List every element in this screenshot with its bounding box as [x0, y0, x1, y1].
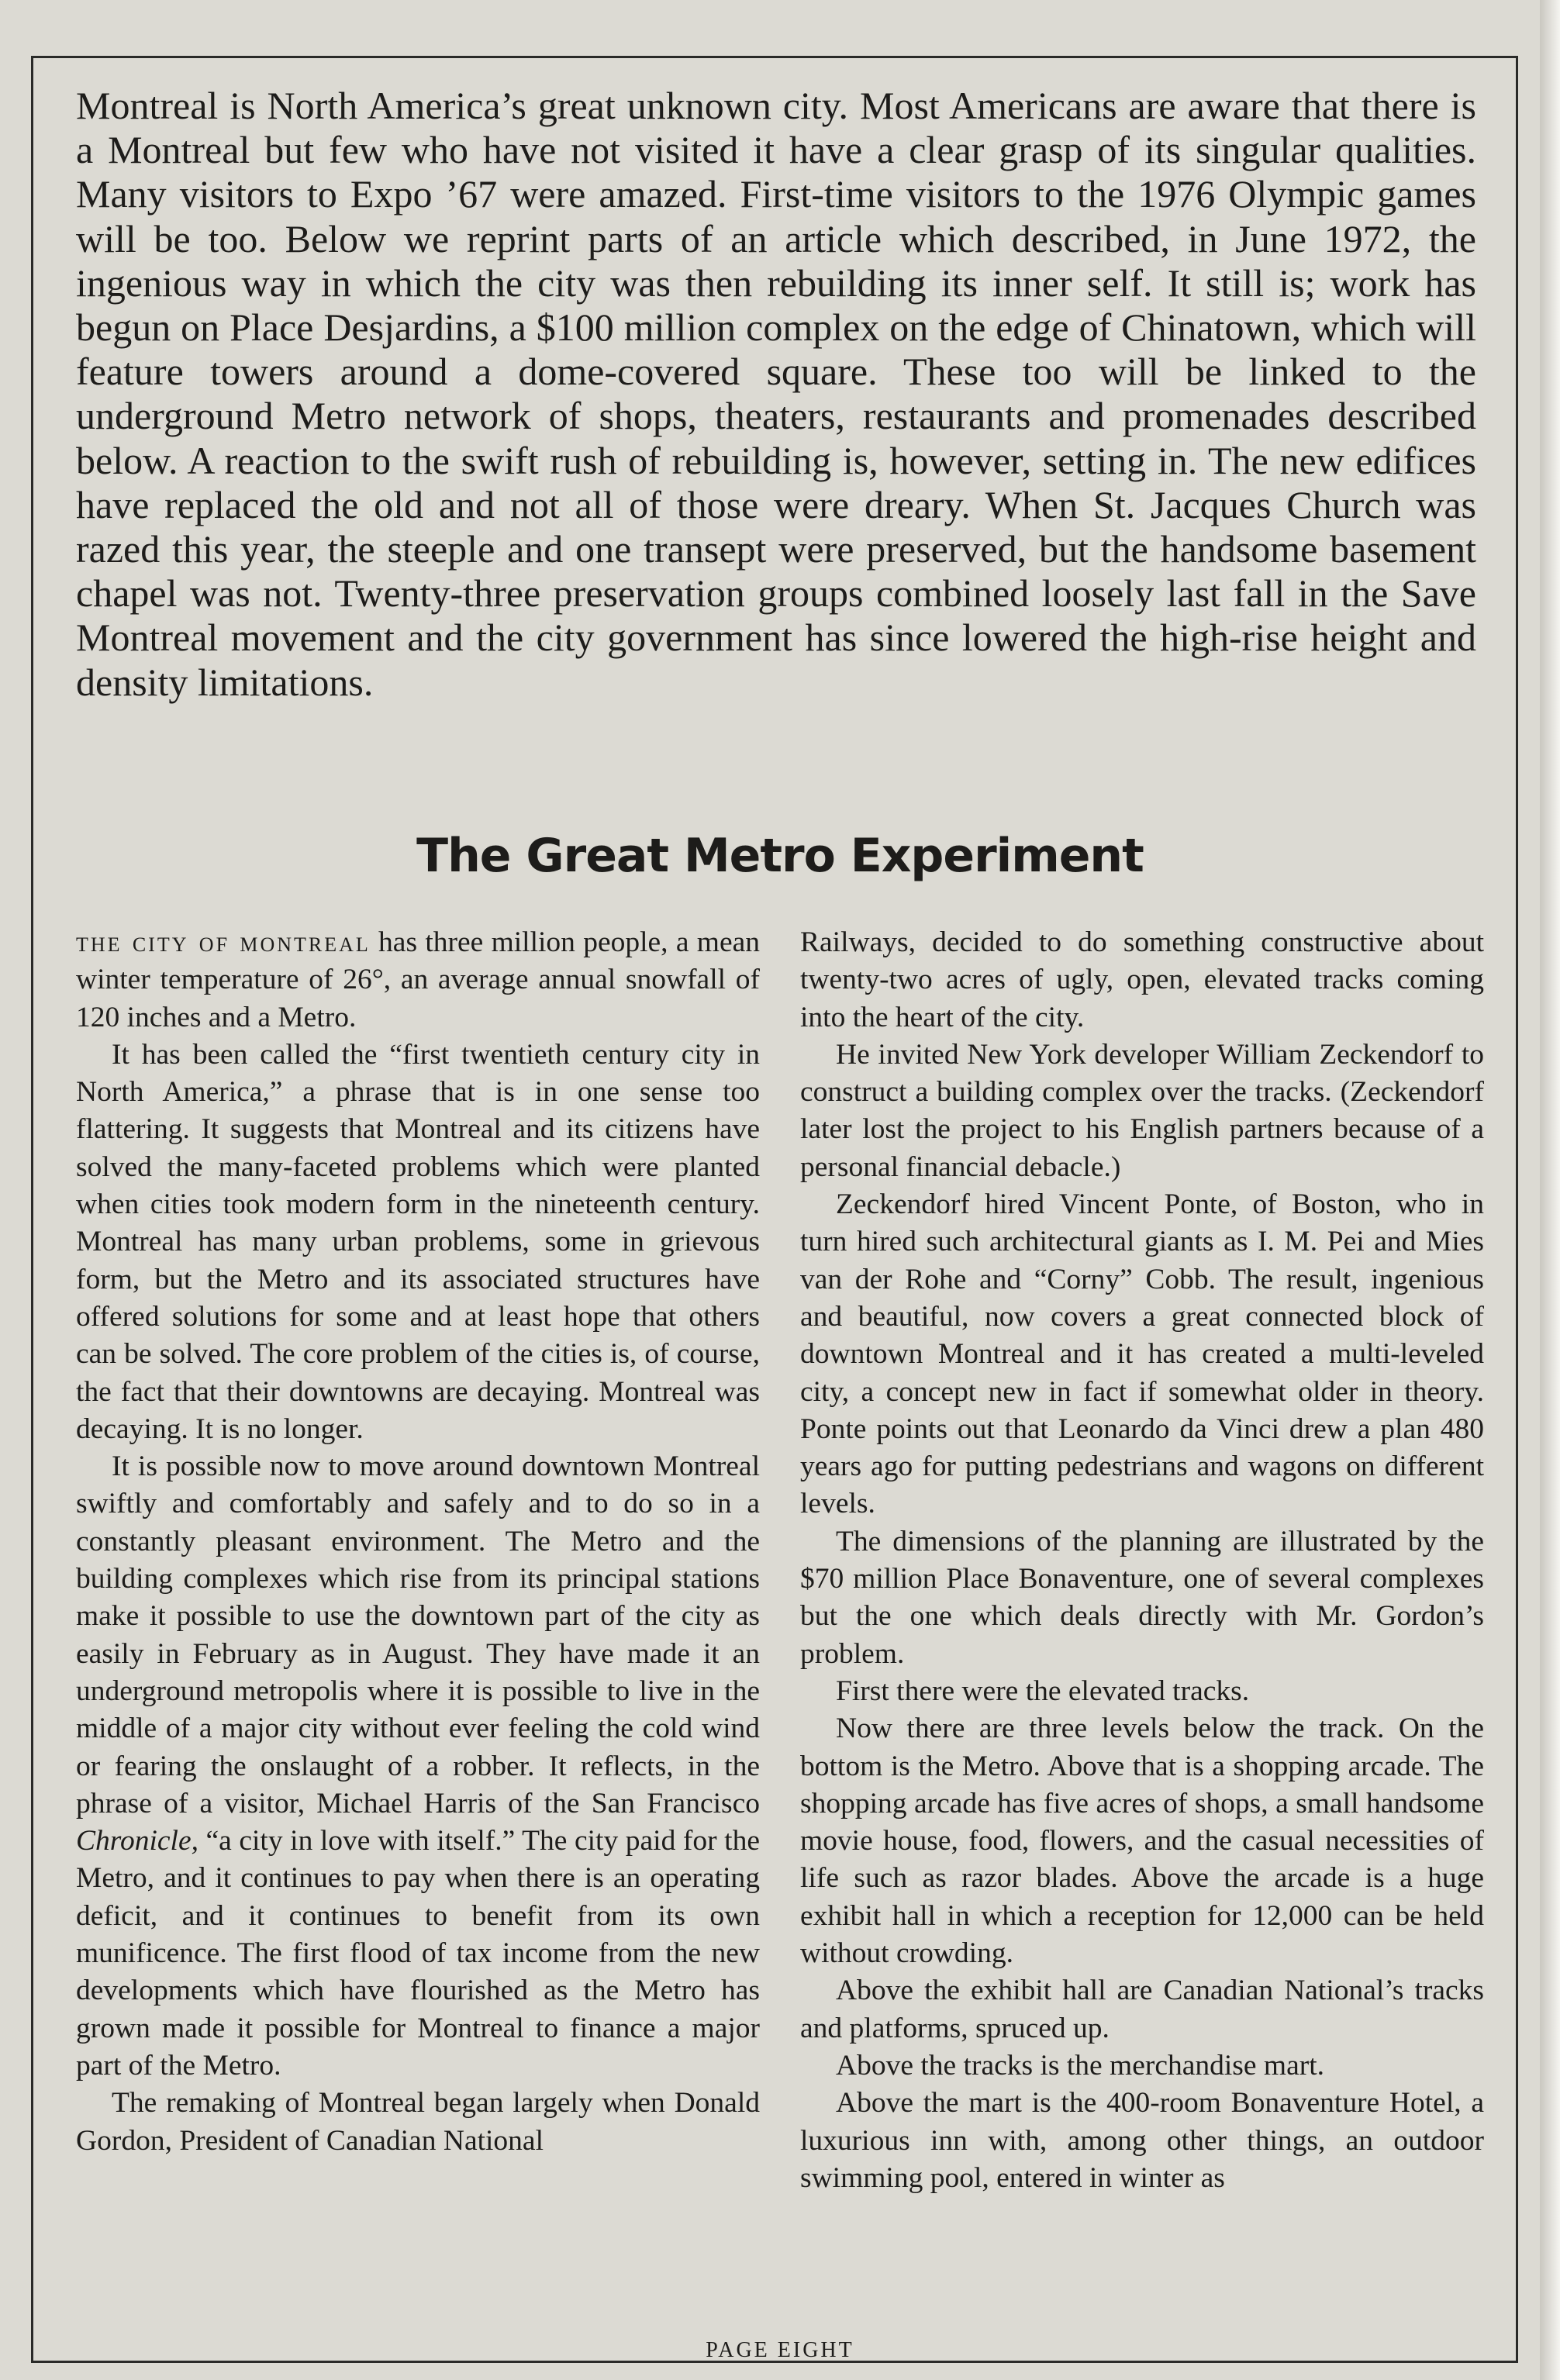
paragraph: Above the mart is the 400-room Bonaventure Hotel, a luxurious inn with, among other things, an outdoor swimming pool, entered in winter as — [800, 2087, 1484, 2194]
paragraph: The dimensions of the planning are illustrated by the $70 million Place Bonaventure, one of several complexes but the one which deals directly with Mr. Gordon’s problem. — [800, 1525, 1484, 1670]
paragraph — [76, 1448, 760, 2085]
paragraph-text: It is possible now to move around downtown Montreal swiftly and comfortably and safely and to do so in a constantly pleasant environment. The Metro and the building complexes which rise from its principal stations make it possible to use the downtown part of the city as easily in February as in August. They have made it an underground metropolis where it is possible to live in the middle of a major city without ever feeling the cold wind or fearing the onslaught of a robber. It reflects, in the phrase of a visitor, Michael Harris of the San Francisco — [76, 1450, 760, 1819]
lead-in: the city of montreal — [76, 926, 371, 958]
paragraph: Zeckendorf hired Vincent Ponte, of Boston, who in turn hired such architectural giants as I. M. Pei and Mies van der Rohe and “Corny” Cobb. The result, ingenious and beautiful, now covers a great connected block of downtown Montreal and it has created a multi-leveled city, a concept new in fact if somewhat older in theory. Ponte points out that Leonardo da Vinci drew a plan 480 years ago for putting pedestrians and wagons on different levels. — [800, 1188, 1484, 1520]
paragraph: Above the exhibit hall are Canadian National’s tracks and platforms, spruced up. — [800, 1975, 1484, 2044]
paragraph-text: “a city in love with itself.” The city paid for the Metro, and it continues to pay when there is an operating deficit, and it continues to benefit from its own munificence. The first flood of tax income from the new developments which have flourished as the Metro has grown made it possible for Montreal to finance a major part of the Metro. — [76, 1825, 760, 2082]
publication-name: Chronicle, — [76, 1825, 198, 1857]
paragraph: He invited New York developer William Zeckendorf to construct a building complex over the tracks. (Zeckendorf later lost the project to his English partners because of a personal financial debacle.) — [800, 1038, 1484, 1183]
article-title: The Great Metro Experiment — [416, 829, 1144, 883]
page-number: PAGE EIGHT — [706, 2338, 854, 2362]
paragraph-text: has three million people, a mean winter temperature of 26°, an average annual snowfall of 120 inches and a Metro. — [76, 926, 760, 1033]
paragraph: The remaking of Montreal began largely when Donald Gordon, President of Canadian National — [76, 2087, 760, 2157]
paragraph: It has been called the “first twentieth century city in North America,” a phrase that is in one sense too flattering. It suggests that Montreal and its citizens have solved the many-faceted problems which were planted when cities took modern form in the nineteenth century. Montreal has many urban problems, some in grievous form, but the Metro and its associated structures have offered solutions for some and at least hope that others can be solved. The core problem of the cities is, of course, the fact that their downtowns are decaying. Montreal was decaying. It is no longer. — [76, 1038, 760, 1445]
paragraph: Railways, decided to do something constructive about twenty-two acres of ugly, open, elevated tracks coming into the heart of the city. — [800, 926, 1484, 1033]
scan-edge — [1540, 0, 1560, 2380]
paragraph: First there were the elevated tracks. — [836, 1675, 1250, 1707]
paragraph: Above the tracks is the merchandise mart. — [836, 2049, 1324, 2082]
right-column — [800, 924, 1484, 2197]
paragraph — [76, 924, 760, 1037]
paragraph: Now there are three levels below the track. On the bottom is the Metro. Above that is a shopping arcade. The shopping arcade has five acres of shops, a small handsome movie house, food, flowers, and the casual necessities of life such as razor blades. Above the arcade is a huge exhibit hall in which a reception for 12,000 can be held without crowding. — [800, 1713, 1484, 1970]
intro-paragraph: Montreal is North America’s great unknown city. Most Americans are aware that there is a Montreal but few who have not visited it have a clear grasp of its singular qualities. Many visitors to Expo ’67 were amazed. First-time visitors to the 1976 Olympic games will be too. Below we reprint parts of an article which described, in June 1972, the ingenious way in which the city was then rebuilding its inner self. It still is; work has begun on Place Desjardins, a $100 million complex on the edge of Chinatown, which will feature towers around a dome-covered square. These too will be linked to the underground Metro network of shops, theaters, restaurants and promenades described below. A reaction to the swift rush of rebuilding is, however, setting in. The new edifices have replaced the old and not all of those were dreary. When St. Jacques Church was razed this year, the steeple and one transept were preserved, but the handsome basement chapel was not. Twenty-three preservation groups combined loosely last fall in the Save Montreal movement and the city government has since lowered the high-rise height and density limitations. — [76, 84, 1476, 704]
left-column — [76, 924, 760, 2160]
